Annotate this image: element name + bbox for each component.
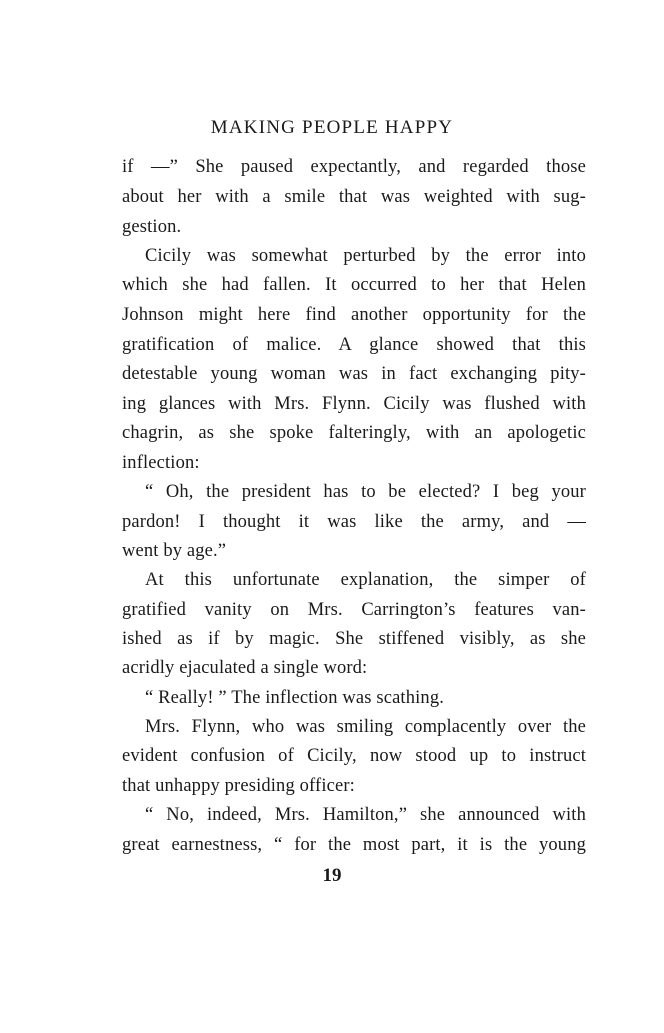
text-line: inflection:	[122, 453, 200, 473]
page-number: 19	[322, 865, 342, 886]
text-line: detestable young woman was in fact exchanging pity-	[122, 364, 586, 384]
text-line: At this unfortunate explanation, the simper of	[145, 570, 586, 590]
text-line: Mrs. Flynn, who was smiling complacently over the	[145, 717, 586, 737]
text-line: “ Oh, the president has to be elected? I beg your	[145, 482, 586, 502]
text-line: acridly ejaculated a single word:	[122, 658, 368, 678]
text-line: gratification of malice. A glance showed that this	[122, 335, 586, 355]
text-line: which she had fallen. It occurred to her that Helen	[122, 275, 586, 295]
text-line: went by age.”	[122, 541, 227, 561]
text-line: Cicily was somewhat perturbed by the error into	[145, 246, 586, 266]
text-line: great earnestness, “ for the most part, it is the young	[122, 835, 586, 855]
text-line: “ Really! ” The inflection was scathing.	[145, 688, 444, 708]
text-line: pardon! I thought it was like the army, and —	[122, 512, 586, 532]
text-line: gratified vanity on Mrs. Carrington’s features van-	[122, 600, 586, 620]
text-line: about her with a smile that was weighted with sug-	[122, 187, 586, 207]
text-line: chagrin, as she spoke falteringly, with an apologetic	[122, 423, 586, 443]
text-line: if —” She paused expectantly, and regarded those	[122, 157, 586, 177]
text-line: evident confusion of Cicily, now stood up to instruct	[122, 746, 586, 766]
running-head: MAKING PEOPLE HAPPY	[210, 117, 454, 138]
text-line: Johnson might here find another opportunity for the	[122, 305, 586, 325]
text-line: ished as if by magic. She stiffened visibly, as she	[122, 629, 586, 649]
text-line: “ No, indeed, Mrs. Hamilton,” she announced with	[145, 805, 586, 825]
text-line: ing glances with Mrs. Flynn. Cicily was flushed with	[122, 394, 586, 414]
text-line: that unhappy presiding officer:	[122, 776, 355, 796]
text-line: gestion.	[122, 217, 182, 237]
